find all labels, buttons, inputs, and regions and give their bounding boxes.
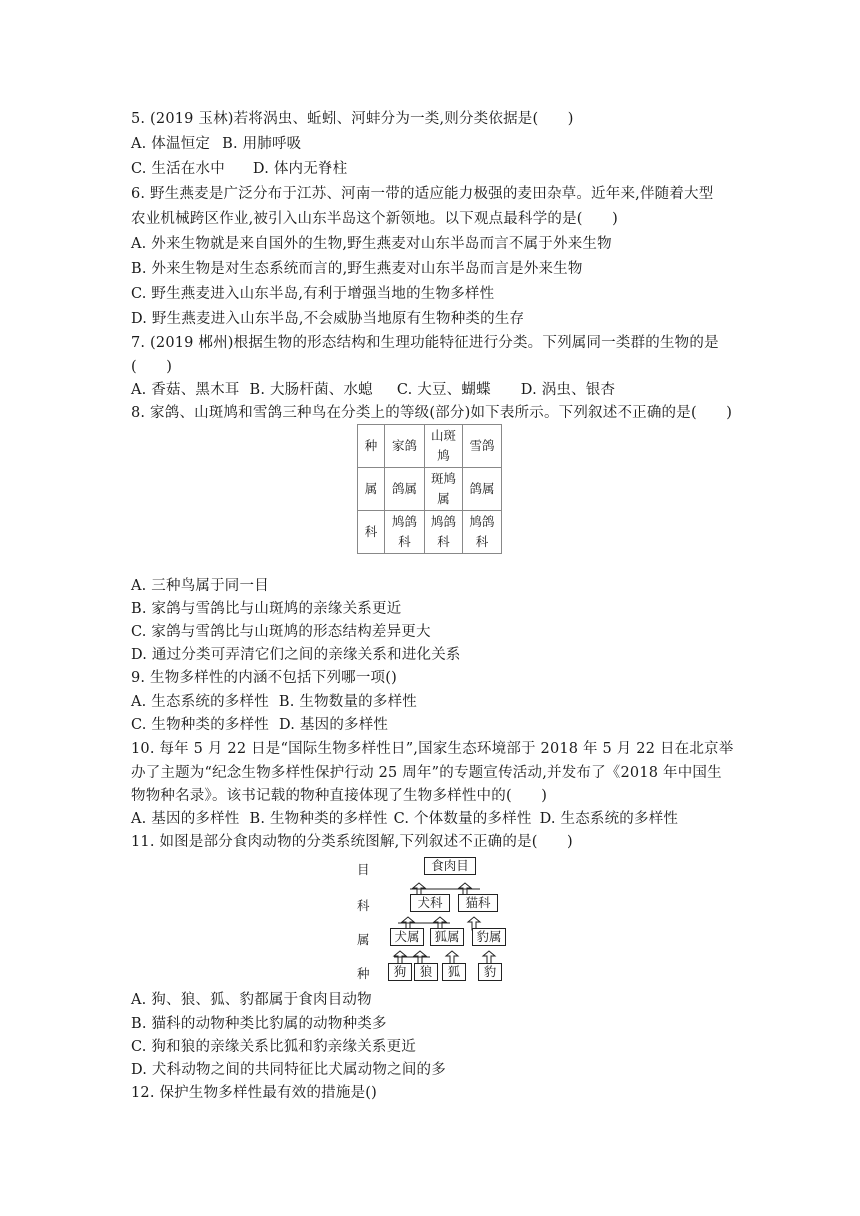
q9-options-cd [131,715,388,735]
q11-classification-diagram [350,852,520,984]
q6-option-d: D. 野生燕麦进入山东半岛,不会威胁当地原有生物种类的生存 [131,311,525,327]
q9-option-b: B. 生物数量的多样性 [278,694,417,710]
q5-option-d: D. 体内无脊柱 [252,161,348,177]
q11-stem: 11. 如图是部分食肉动物的分类系统图解,下列叙述不正确的是( ) [131,834,573,850]
rank-label-genus: 属 [357,932,370,947]
node-fox: 狐 [442,963,466,981]
q10-option-b: B. 生物种类的多样性 [249,811,388,827]
node-canis: 犬属 [390,928,424,946]
q7-option-b: B. 大肠杆菌、水螅 [249,382,373,398]
q8-option-d: D. 通过分类可弄清它们之间的亲缘关系和进化关系 [131,647,461,663]
q10-options [131,809,678,829]
rank-label-order: 目 [357,862,370,877]
q6-stem-line1: 6. 野生燕麦是广泛分布于江苏、河南一带的适应能力极强的麦田杂草。近年来,伴随着大型 [131,186,714,202]
node-wolf: 狼 [414,963,438,981]
table-cell [425,425,463,468]
q9-option-a: A. 生态系统的多样性 [131,694,269,710]
q10-option-a: A. 基因的多样性 [131,811,240,827]
table-cell: 家鸽 [385,425,425,468]
table-cell: 种 [358,425,385,468]
node-dog: 狗 [388,963,412,981]
table-cell [425,511,463,554]
table-cell-text: 鸠鸽科 [430,514,456,549]
table-cell-text: 山斑鸠 [430,428,456,463]
q10-option-d: D. 生态系统的多样性 [539,811,679,827]
q9-option-c: C. 生物种类的多样性 [131,717,269,733]
table-cell [463,511,502,554]
node-leopard: 豹 [478,963,502,981]
q5-option-b: B. 用肺呼吸 [222,136,302,152]
q8-classification-table [357,424,502,554]
q5-stem: 5. (2019 玉林)若将涡虫、蚯蚓、河蚌分为一类,则分类依据是( ) [131,111,574,127]
q8-option-b: B. 家鸽与雪鸽比与山斑鸠的亲缘关系更近 [131,601,402,617]
table-cell-text: 鸠鸽科 [469,514,495,549]
table-row [358,511,502,554]
q10-stem-line1: 10. 每年 5 月 22 日是“国际生物多样性日”,国家生态环境部于 2018 年 5 月 22 日在北京举 [131,741,734,757]
table-cell [425,468,463,511]
q9-options-ab [131,692,417,712]
q6-option-c: C. 野生燕麦进入山东半岛,有利于增强当地的生物多样性 [131,286,495,302]
q7-option-d: D. 涡虫、银杏 [520,382,616,398]
table-cell: 鸽属 [463,468,502,511]
q7-stem-line2: ( ) [131,359,173,375]
q9-option-d: D. 基因的多样性 [279,717,389,733]
table-cell-text: 鸠鸽科 [391,514,417,549]
q8-stem: 8. 家鸽、山斑鸠和雪鸽三种鸟在分类上的等级(部分)如下表所示。下列叙述不正确的是( ) [131,405,733,421]
rank-label-species: 种 [357,966,370,981]
node-felidae: 猫科 [458,894,498,912]
q7-options [131,380,615,400]
q5-option-c: C. 生活在水中 [131,161,225,177]
q8-option-a: A. 三种鸟属于同一目 [131,578,269,594]
node-panthera: 豹属 [472,928,506,946]
table-cell: 鸽属 [385,468,425,511]
node-vulpes: 狐属 [430,928,464,946]
rank-label-family: 科 [357,898,370,913]
table-cell-text: 斑鸠属 [430,471,456,506]
q5-options-cd [131,159,347,179]
table-row [358,425,502,468]
q6-option-b: B. 外来生物是对生态系统而言的,野生燕麦对山东半岛而言是外来生物 [131,261,583,277]
q10-stem-line3: 物物种名录》。该书记载的物种直接体现了生物多样性中的( ) [131,788,548,804]
q7-option-a: A. 香菇、黑木耳 [131,382,240,398]
node-canidae: 犬科 [410,894,450,912]
q9-stem: 9. 生物多样性的内涵不包括下列哪一项() [131,670,397,686]
table-cell: 属 [358,468,385,511]
table-cell: 雪鸽 [463,425,502,468]
q11-option-b: B. 猫科的动物种类比豹属的动物种类多 [131,1016,387,1032]
q10-option-c: C. 个体数量的多样性 [393,811,532,827]
q7-option-c: C. 大豆、蝴蝶 [396,382,491,398]
table-cell: 科 [358,511,385,554]
table-cell [385,511,425,554]
q8-option-c: C. 家鸽与雪鸽比与山斑鸠的形态结构差异更大 [131,624,431,640]
q6-stem-line2: 农业机械跨区作业,被引入山东半岛这个新领地。以下观点最科学的是( ) [131,211,618,227]
q11-option-d: D. 犬科动物之间的共同特征比犬属动物之间的多 [131,1062,446,1078]
q6-option-a: A. 外来生物就是来自国外的生物,野生燕麦对山东半岛而言不属于外来生物 [131,236,612,252]
q5-options-ab [131,134,301,154]
node-carnivora: 食肉目 [424,857,476,875]
q11-option-a: A. 狗、狼、狐、豹都属于食肉目动物 [131,992,372,1008]
q7-stem-line1: 7. (2019 郴州)根据生物的形态结构和生理功能特征进行分类。下列属同一类群的生物的是 [131,335,719,351]
q11-option-c: C. 狗和狼的亲缘关系比狐和豹亲缘关系更近 [131,1039,416,1055]
table-row [358,468,502,511]
q12-stem: 12. 保护生物多样性最有效的措施是() [131,1085,377,1101]
q5-option-a: A. 体温恒定 [131,136,211,152]
q10-stem-line2: 办了主题为“纪念生物多样性保护行动 25 周年”的专题宣传活动,并发布了《2018 年中国生 [131,765,722,781]
